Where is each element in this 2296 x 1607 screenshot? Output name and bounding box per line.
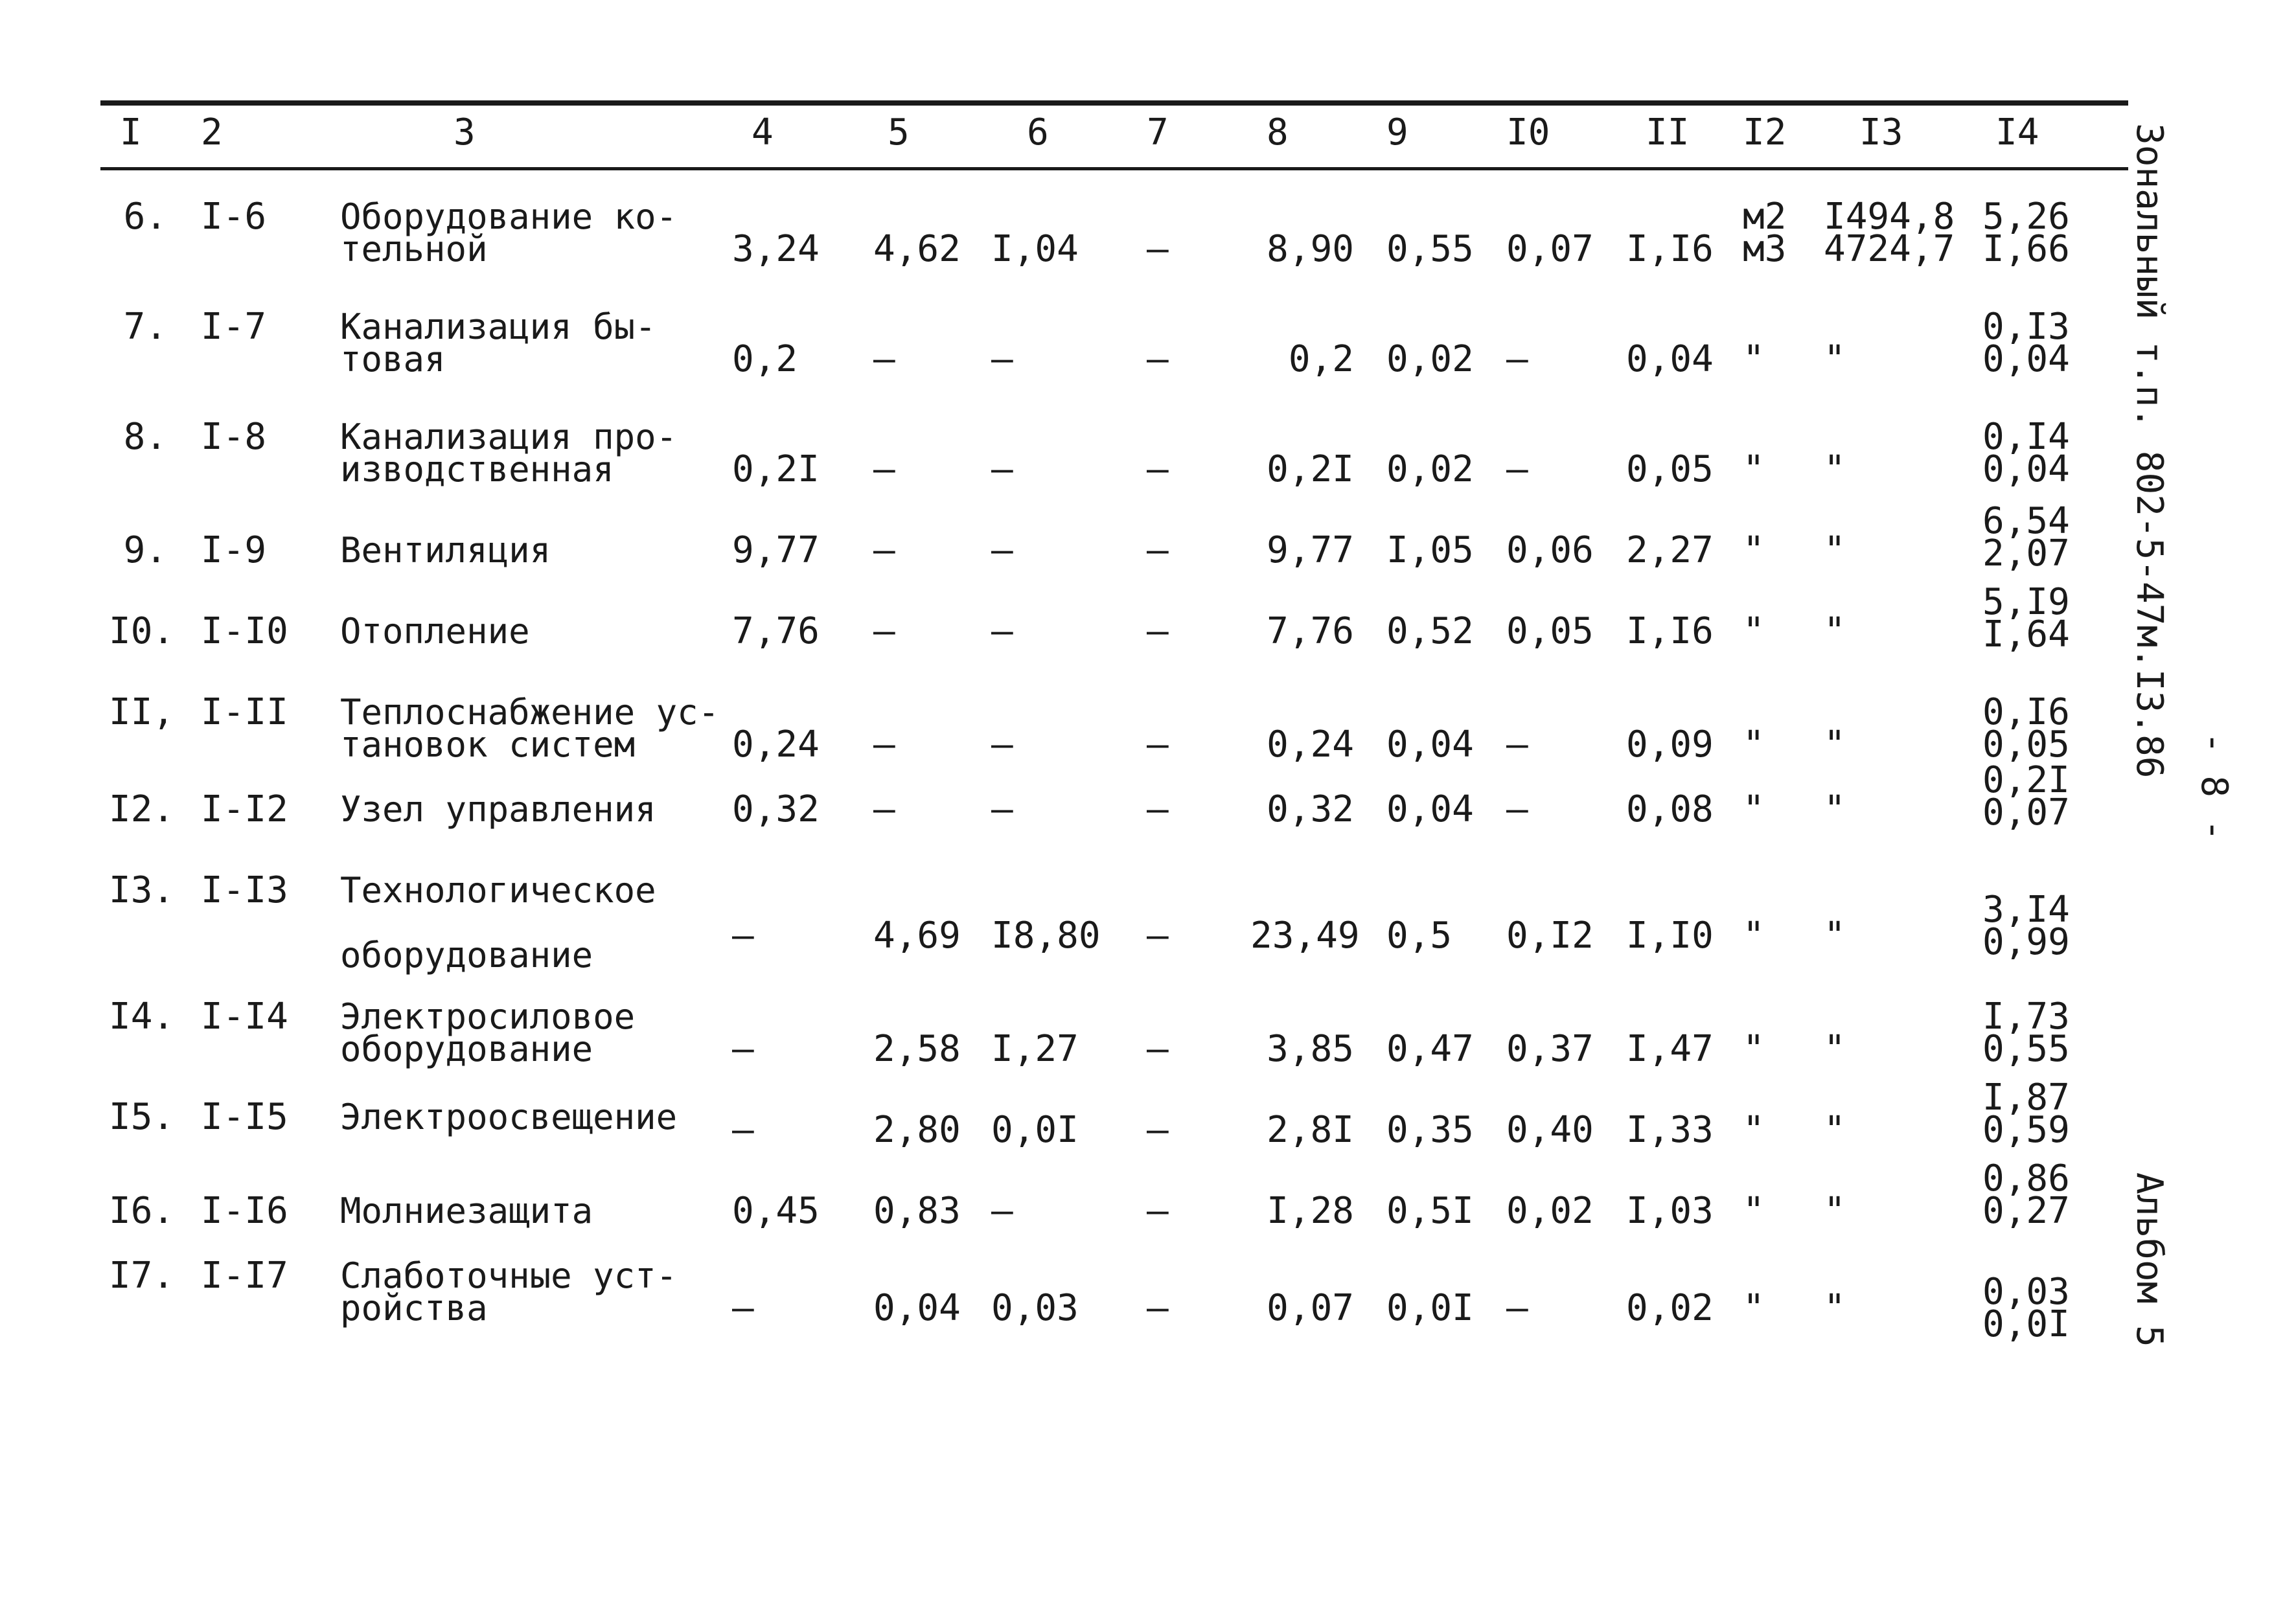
cell-c10: 0,05 xyxy=(1506,610,1594,652)
cell-c5: 2,80 xyxy=(873,1109,961,1151)
cell-c13: " xyxy=(1824,1109,1846,1151)
cell-c12: " xyxy=(1743,1190,1765,1232)
row-code: I-I5 xyxy=(201,1096,288,1138)
row-number: I5. xyxy=(109,1096,175,1138)
cell-c11: 0,04 xyxy=(1626,338,1714,380)
cell-c14: I,87 0,59 xyxy=(1982,1077,2070,1151)
cell-c9: 0,52 xyxy=(1386,610,1474,652)
cell-c9: 0,47 xyxy=(1386,1028,1474,1070)
cell-c8: 7,76 xyxy=(1267,610,1354,652)
cell-c7: – xyxy=(1147,448,1169,490)
row-code: I-8 xyxy=(201,416,267,458)
cell-c6: – xyxy=(991,1190,1013,1232)
column-header-11: II xyxy=(1646,111,1690,154)
row-number: 9. xyxy=(123,529,167,571)
row-number: I6. xyxy=(109,1190,175,1232)
row-number: I4. xyxy=(109,996,175,1038)
cell-c13: " xyxy=(1824,529,1846,571)
row-code: I-II xyxy=(201,691,288,733)
cell-c9: 0,55 xyxy=(1386,228,1474,270)
cell-c6: – xyxy=(991,724,1013,766)
column-header-6: 6 xyxy=(1027,111,1049,154)
cell-c13: " xyxy=(1824,448,1846,490)
cell-c11: I,33 xyxy=(1626,1109,1714,1151)
row-code: I-I2 xyxy=(201,788,288,830)
cell-c11: I,I6 xyxy=(1626,228,1714,270)
cell-c13: " xyxy=(1824,610,1846,652)
row-number: I0. xyxy=(109,610,175,652)
cell-c5: – xyxy=(873,610,895,652)
column-header-2: 2 xyxy=(201,111,223,154)
cell-c12: " xyxy=(1743,1028,1765,1070)
cell-c10: 0,I2 xyxy=(1506,915,1594,957)
side-reference-label: Зональный т.п. 802-5-47м.I3.86 xyxy=(2128,123,2170,779)
cell-c5: 4,69 xyxy=(873,915,961,957)
cell-c9: 0,04 xyxy=(1386,724,1474,766)
cell-c12: " xyxy=(1743,610,1765,652)
cell-c9: 0,04 xyxy=(1386,788,1474,830)
cell-c8: I,28 xyxy=(1267,1190,1354,1232)
row-name: Канализация бы- товая xyxy=(340,306,656,380)
cell-c14: 5,I9 I,64 xyxy=(1982,581,2070,655)
cell-c4: – xyxy=(732,1028,754,1070)
cell-c10: 0,40 xyxy=(1506,1109,1594,1151)
cell-c6: 0,03 xyxy=(991,1287,1079,1329)
cell-c14: 0,I6 0,05 xyxy=(1982,691,2070,766)
cell-c11: 0,02 xyxy=(1626,1287,1714,1329)
table-top-rule xyxy=(100,100,2128,106)
cell-c10: 0,06 xyxy=(1506,529,1594,571)
row-number: I3. xyxy=(109,869,175,911)
column-header-10: I0 xyxy=(1506,111,1550,154)
cell-c5: – xyxy=(873,724,895,766)
row-code: I-I6 xyxy=(201,1190,288,1232)
cell-c6: – xyxy=(991,448,1013,490)
cell-c10: – xyxy=(1506,448,1528,490)
cell-c10: 0,07 xyxy=(1506,228,1594,270)
cell-c14: 0,I4 0,04 xyxy=(1982,416,2070,490)
cell-c5: – xyxy=(873,529,895,571)
cell-c12: " xyxy=(1743,1287,1765,1329)
row-name: Электроосвещение xyxy=(340,1097,678,1137)
cell-c4: – xyxy=(732,1109,754,1151)
row-number: II, xyxy=(109,691,175,733)
row-number: 8. xyxy=(123,416,167,458)
cell-c7: – xyxy=(1147,228,1169,270)
column-header-14: I4 xyxy=(1995,111,2039,154)
table-header-rule xyxy=(100,167,2128,170)
column-header-3: 3 xyxy=(453,111,476,154)
row-name: Вентиляция xyxy=(340,530,551,571)
cell-c14: 3,I4 0,99 xyxy=(1982,889,2070,963)
cell-c12: " xyxy=(1743,1109,1765,1151)
cell-c8: 0,24 xyxy=(1267,724,1354,766)
cell-c13: " xyxy=(1824,338,1846,380)
cell-c11: I,I6 xyxy=(1626,610,1714,652)
column-header-4: 4 xyxy=(752,111,774,154)
cell-c7: – xyxy=(1147,610,1169,652)
row-code: I-I7 xyxy=(201,1255,288,1297)
cell-c14: I,73 0,55 xyxy=(1982,996,2070,1070)
cell-c13: I494,8 4724,7 xyxy=(1824,196,1955,270)
cell-c9: 0,35 xyxy=(1386,1109,1474,1151)
row-code: I-I4 xyxy=(201,996,288,1038)
cell-c4: 3,24 xyxy=(732,228,820,270)
cell-c4: 7,76 xyxy=(732,610,820,652)
cell-c6: – xyxy=(991,788,1013,830)
row-name: Электросиловое оборудование xyxy=(340,996,636,1069)
cell-c8: 0,2I xyxy=(1267,448,1354,490)
cell-c4: 0,24 xyxy=(732,724,820,766)
cell-c6: – xyxy=(991,338,1013,380)
cell-c7: – xyxy=(1147,724,1169,766)
column-header-5: 5 xyxy=(888,111,910,154)
column-header-12: I2 xyxy=(1743,111,1787,154)
cell-c5: – xyxy=(873,338,895,380)
cell-c6: I,04 xyxy=(991,228,1079,270)
cell-c4: 0,2I xyxy=(732,448,820,490)
cell-c14: 0,03 0,0I xyxy=(1982,1271,2070,1345)
cell-c6: I,27 xyxy=(991,1028,1079,1070)
row-name: Молниезащита xyxy=(340,1191,593,1231)
cell-c14: 0,2I 0,07 xyxy=(1982,759,2070,834)
cell-c4: 0,45 xyxy=(732,1190,820,1232)
row-number: 7. xyxy=(123,306,167,348)
cell-c9: I,05 xyxy=(1386,529,1474,571)
cell-c7: – xyxy=(1147,1109,1169,1151)
cell-c8: 23,49 xyxy=(1250,915,1360,957)
cell-c8: 8,90 xyxy=(1267,228,1354,270)
cell-c7: – xyxy=(1147,1190,1169,1232)
cell-c11: I,03 xyxy=(1626,1190,1714,1232)
cell-c13: " xyxy=(1824,1287,1846,1329)
cell-c7: – xyxy=(1147,915,1169,957)
cell-c5: – xyxy=(873,788,895,830)
cell-c4: – xyxy=(732,1287,754,1329)
cell-c6: I8,80 xyxy=(991,915,1101,957)
cell-c14: 6,54 2,07 xyxy=(1982,500,2070,575)
cell-c10: – xyxy=(1506,724,1528,766)
cell-c7: – xyxy=(1147,529,1169,571)
cell-c12: " xyxy=(1743,788,1765,830)
column-header-1: I xyxy=(120,111,142,154)
row-name: Канализация про- изводственная xyxy=(340,416,678,490)
cell-c7: – xyxy=(1147,1287,1169,1329)
cell-c6: 0,0I xyxy=(991,1109,1079,1151)
row-code: I-6 xyxy=(201,196,267,238)
cell-c9: 0,02 xyxy=(1386,338,1474,380)
cell-c11: 0,05 xyxy=(1626,448,1714,490)
cell-c5: 0,83 xyxy=(873,1190,961,1232)
cell-c9: 0,5 xyxy=(1386,915,1452,957)
cell-c7: – xyxy=(1147,1028,1169,1070)
cell-c5: 4,62 xyxy=(873,228,961,270)
cell-c14: 0,I3 0,04 xyxy=(1982,306,2070,380)
cell-c11: 0,09 xyxy=(1626,724,1714,766)
cell-c6: – xyxy=(991,610,1013,652)
cell-c9: 0,02 xyxy=(1386,448,1474,490)
cell-c13: " xyxy=(1824,915,1846,957)
cell-c12: " xyxy=(1743,724,1765,766)
cell-c4: 0,2 xyxy=(732,338,798,380)
row-name: Оборудование ко- тельной xyxy=(340,196,678,269)
cell-c14: 0,86 0,27 xyxy=(1982,1157,2070,1232)
cell-c13: " xyxy=(1824,1190,1846,1232)
cell-c8: 2,8I xyxy=(1267,1109,1354,1151)
cell-c10: – xyxy=(1506,1287,1528,1329)
cell-c14: 5,26 I,66 xyxy=(1982,196,2070,270)
album-label: Альбом 5 xyxy=(2128,1172,2170,1347)
cell-c4: 0,32 xyxy=(732,788,820,830)
cell-c10: 0,37 xyxy=(1506,1028,1594,1070)
cell-c5: 2,58 xyxy=(873,1028,961,1070)
cell-c13: " xyxy=(1824,788,1846,830)
cell-c12: " xyxy=(1743,448,1765,490)
cell-c4: 9,77 xyxy=(732,529,820,571)
row-name: Слаботочные уст- ройства xyxy=(340,1255,678,1328)
cell-c6: – xyxy=(991,529,1013,571)
row-code: I-9 xyxy=(201,529,267,571)
page-number: - 8 - xyxy=(2193,732,2235,841)
cell-c11: I,I0 xyxy=(1626,915,1714,957)
cell-c12: " xyxy=(1743,915,1765,957)
cell-c8: 0,07 xyxy=(1267,1287,1354,1329)
row-name: Отопление xyxy=(340,611,530,652)
row-name: Технологическое оборудование xyxy=(340,870,656,975)
cell-c5: 0,04 xyxy=(873,1287,961,1329)
cell-c8: 3,85 xyxy=(1267,1028,1354,1070)
column-header-9: 9 xyxy=(1386,111,1408,154)
cell-c5: – xyxy=(873,448,895,490)
cell-c10: – xyxy=(1506,338,1528,380)
row-code: I-I3 xyxy=(201,869,288,911)
cell-c9: 0,0I xyxy=(1386,1287,1474,1329)
row-number: 6. xyxy=(123,196,167,238)
row-number: I7. xyxy=(109,1255,175,1297)
column-header-8: 8 xyxy=(1267,111,1289,154)
column-header-7: 7 xyxy=(1147,111,1169,154)
cell-c7: – xyxy=(1147,338,1169,380)
row-code: I-I0 xyxy=(201,610,288,652)
cell-c11: 0,08 xyxy=(1626,788,1714,830)
row-name: Теплоснабжение ус- тановок систем xyxy=(340,692,720,765)
cell-c13: " xyxy=(1824,1028,1846,1070)
cell-c9: 0,5I xyxy=(1386,1190,1474,1232)
cell-c10: 0,02 xyxy=(1506,1190,1594,1232)
cell-c10: – xyxy=(1506,788,1528,830)
cell-c12: " xyxy=(1743,529,1765,571)
row-number: I2. xyxy=(109,788,175,830)
cell-c8: 9,77 xyxy=(1267,529,1354,571)
cell-c12: м2 м3 xyxy=(1743,196,1787,270)
cell-c11: 2,27 xyxy=(1626,529,1714,571)
cell-c8: 0,2 xyxy=(1288,338,1354,380)
cell-c8: 0,32 xyxy=(1267,788,1354,830)
row-name: Узел управления xyxy=(340,789,656,830)
column-header-13: I3 xyxy=(1859,111,1903,154)
row-code: I-7 xyxy=(201,306,267,348)
cell-c11: I,47 xyxy=(1626,1028,1714,1070)
cell-c4: – xyxy=(732,915,754,957)
cell-c12: " xyxy=(1743,338,1765,380)
cell-c13: " xyxy=(1824,724,1846,766)
cell-c7: – xyxy=(1147,788,1169,830)
